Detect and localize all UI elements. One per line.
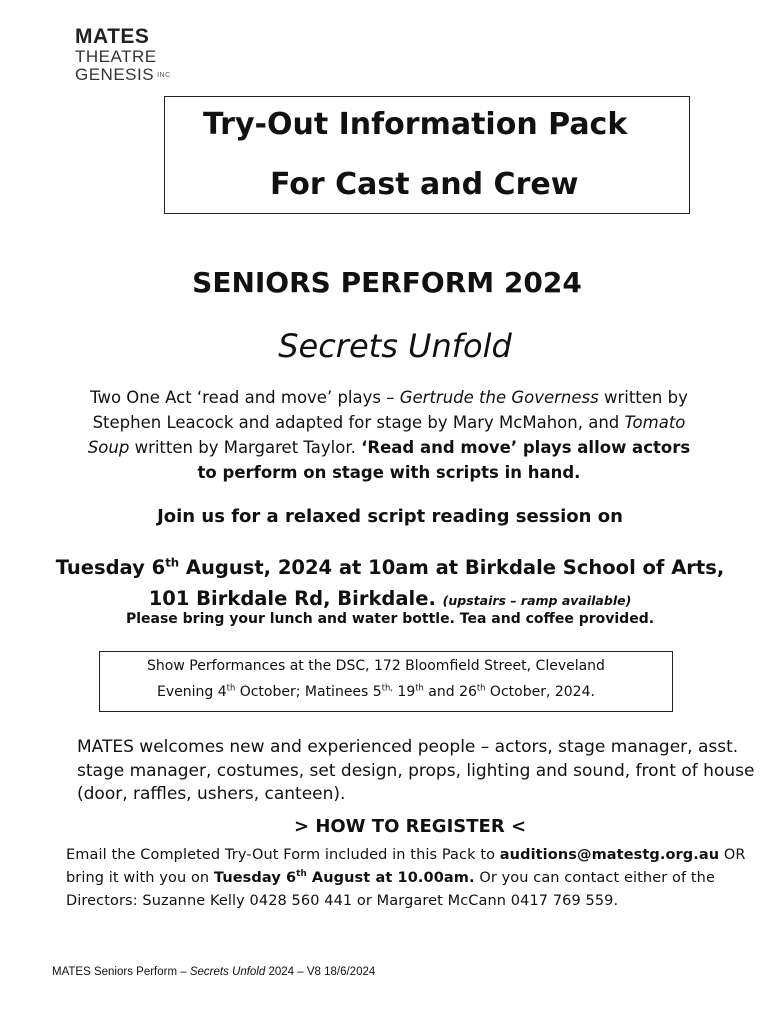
logo-line-theatre: THEATRE <box>75 47 157 66</box>
register-text-3: Or you can contact either of the Directors: Suzanne Kelly 0428 560 441 or Margaret McCann 0417 769 559. <box>66 870 715 909</box>
intro-play-2: Tomato Soup <box>87 413 686 457</box>
how-to-register-heading: > HOW TO REGISTER < <box>293 816 527 837</box>
register-email-link[interactable]: auditions@matestg.org.au <box>499 847 720 863</box>
register-date-sup: th <box>296 869 307 880</box>
logo-genesis-text: GENESIS <box>75 65 155 84</box>
mates-logo <box>75 26 175 83</box>
title-line-1: Try-Out Information Pack <box>203 107 628 142</box>
welcome-paragraph: MATES welcomes new and experienced people – actors, stage manager, asst. stage manager, costumes, set design, props, lighting and sound, front of house (door, raffles, ushers, canteen). <box>77 737 755 804</box>
performances-box <box>99 651 673 712</box>
perf-text-b: October; Matinees 5 <box>235 684 382 700</box>
intro-paragraph <box>78 385 700 485</box>
perf-text-e: October, 2024. <box>485 684 595 700</box>
title-line-2: For Cast and Crew <box>270 167 579 202</box>
perf-sup-2: th, <box>381 682 393 693</box>
perf-text-a: Evening 4 <box>157 684 227 700</box>
footer-text-b: 2024 – V8 18/6/2024 <box>265 966 376 978</box>
title-box <box>164 96 690 214</box>
logo-inc: INC <box>157 72 171 80</box>
perf-sup-1: th <box>226 682 236 693</box>
session-invite: Join us for a relaxed script reading session on <box>157 506 623 527</box>
perf-text-d: and 26 <box>423 684 477 700</box>
perf-sup-3: th <box>415 682 424 693</box>
intro-text-2: written by Stephen Leacock and adapted for stage by Mary McMahon, and <box>92 388 688 432</box>
intro-text-3: written by Margaret Taylor. <box>129 438 362 457</box>
register-date-b: August at 10.00am. <box>306 870 475 886</box>
footer-text-a: MATES Seniors Perform – <box>52 966 190 978</box>
logo-line-genesis <box>75 66 175 83</box>
event-heading: SENIORS PERFORM 2024 <box>192 266 582 299</box>
performances-dates <box>100 684 672 700</box>
intro-text-1: Two One Act ‘read and move’ plays – <box>90 388 400 407</box>
access-note: (upstairs – ramp available) <box>442 593 632 608</box>
event-subtitle: Secrets Unfold <box>278 327 512 365</box>
session-date-sup: th <box>165 555 180 570</box>
session-date-b: August, 2024 at 10am at Birkdale School of Arts, <box>179 556 725 579</box>
performances-venue: Show Performances at the DSC, 172 Bloomfield Street, Cleveland <box>147 658 605 674</box>
register-date-a: Tuesday 6 <box>213 870 297 886</box>
perf-text-c: 19 <box>392 684 416 700</box>
session-address-text: 101 Birkdale Rd, Birkdale. <box>148 587 436 610</box>
footer-title: Secrets Unfold <box>189 966 266 978</box>
register-text-1: Email the Completed Try-Out Form included in this Pack to <box>66 847 500 863</box>
session-date <box>0 556 770 579</box>
page-footer <box>52 966 375 978</box>
register-text-2: OR bring it with you on <box>66 847 746 886</box>
perf-sup-4: th <box>476 682 486 693</box>
register-date <box>214 870 475 886</box>
session-address <box>0 587 770 610</box>
intro-play-1: Gertrude the Governess <box>399 388 599 407</box>
register-paragraph <box>66 844 746 913</box>
logo-line-mates: MATES <box>75 25 150 48</box>
bring-note: Please bring your lunch and water bottle. Tea and coffee provided. <box>125 611 655 627</box>
intro-bold: ‘Read and move’ plays allow actors to perform on stage with scripts in hand. <box>197 438 691 482</box>
session-date-a: Tuesday 6 <box>55 556 166 579</box>
